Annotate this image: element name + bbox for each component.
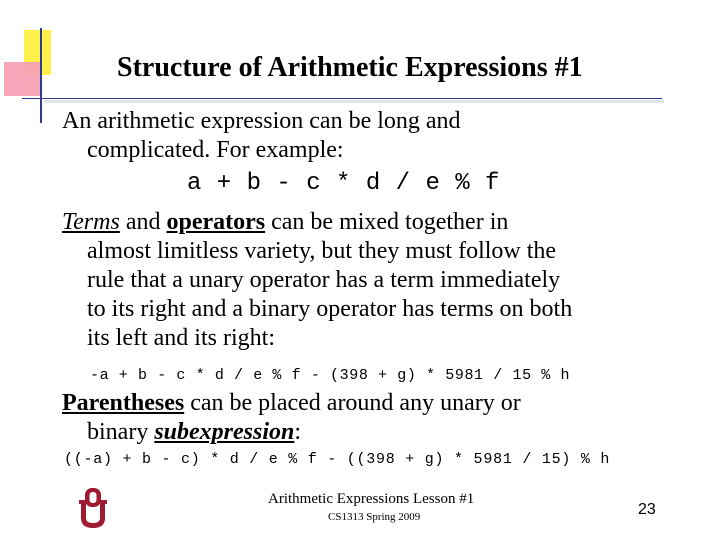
footer-course: CS1313 Spring 2009	[328, 511, 421, 523]
para2-and: and	[119, 209, 167, 235]
title-underline-shadow	[44, 100, 664, 103]
para2-line1	[62, 208, 508, 237]
para2-line4: to its right and a binary operator has terms on both	[87, 296, 573, 322]
decorative-vertical-rule	[40, 28, 42, 123]
term-terms: Terms	[62, 209, 120, 235]
para3-line1	[62, 389, 521, 418]
para1-line1: An arithmetic expression can be long and	[62, 108, 461, 134]
term-parentheses: Parentheses	[62, 390, 185, 416]
para2-line5: its left and its right:	[87, 325, 275, 351]
term-operators: operators	[166, 209, 266, 235]
para3-line2-suffix: :	[294, 419, 302, 445]
decorative-pink-square	[4, 62, 42, 96]
term-subexpression: subexpression	[154, 419, 295, 445]
para1-line2: complicated. For example:	[87, 137, 344, 163]
example-expression-3: ((-a) + b - c) * d / e % f - ((398 + g) * 5981 / 15) % h	[64, 451, 611, 468]
title-underline-rule	[22, 98, 662, 99]
example-expression-1: a + b - c * d / e % f	[187, 170, 500, 197]
para3-line2	[87, 418, 301, 447]
para2-line3: rule that a unary operator has a term immediately	[87, 267, 561, 293]
example-expression-2: -a + b - c * d / e % f - (398 + g) * 5981 / 15 % h	[90, 367, 571, 384]
para2-line2: almost limitless variety, but they must follow the	[87, 238, 557, 264]
para3-line1-rest: can be placed around any unary or	[184, 390, 521, 416]
slide-title: Structure of Arithmetic Expressions #1	[117, 52, 583, 83]
ou-logo-icon	[76, 487, 110, 529]
footer-lesson-title: Arithmetic Expressions Lesson #1	[268, 491, 475, 507]
para2-line1-rest: can be mixed together in	[265, 209, 509, 235]
page-number: 23	[638, 501, 656, 518]
para3-line2-prefix: binary	[87, 419, 155, 445]
